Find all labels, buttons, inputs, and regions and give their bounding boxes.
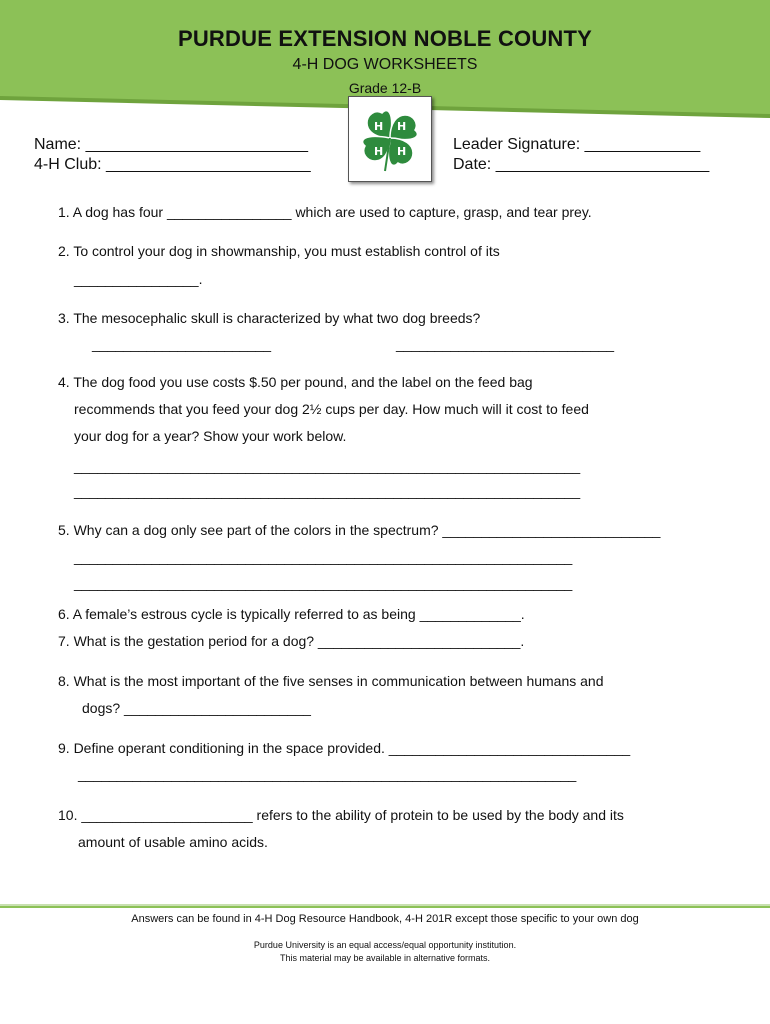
question-9-answer-line[interactable]: ________________________________________________________________ bbox=[78, 766, 577, 782]
question-10-line-2: amount of usable amino acids. bbox=[78, 834, 268, 850]
club-field[interactable]: 4-H Club: _______________________ bbox=[34, 156, 311, 173]
question-4-line-2: recommends that you feed your dog 2½ cups per day. How much will it cost to feed bbox=[74, 401, 589, 417]
question-2-answer-line[interactable]: ________________. bbox=[74, 271, 203, 287]
grade-label: Grade 12-B bbox=[348, 80, 422, 96]
svg-text:H: H bbox=[374, 120, 384, 133]
question-10: 10. ______________________ refers to the ability of protein to be used by the body and its bbox=[58, 807, 624, 823]
question-8-line-2: dogs? ________________________ bbox=[82, 700, 311, 716]
question-4-line-3: your dog for a year? Show your work below. bbox=[74, 428, 347, 444]
question-7: 7. What is the gestation period for a dog? __________________________. bbox=[58, 633, 525, 649]
question-4-answer-line-1[interactable]: _________________________________________________________________ bbox=[74, 458, 581, 474]
question-3: 3. The mesocephalic skull is characterized by what two dog breeds? bbox=[58, 310, 481, 326]
page-subtitle: 4-H DOG WORKSHEETS bbox=[292, 56, 478, 73]
svg-text:H: H bbox=[397, 120, 407, 133]
question-3-answer-line-a[interactable]: _______________________ bbox=[92, 336, 272, 352]
svg-text:H: H bbox=[374, 145, 384, 158]
four-h-logo bbox=[348, 96, 432, 182]
svg-text:H: H bbox=[397, 145, 407, 158]
question-3-answer-line-b[interactable]: ____________________________ bbox=[396, 336, 615, 352]
name-field[interactable]: Name: _________________________ bbox=[34, 136, 309, 153]
four-leaf-clover-4h-icon bbox=[355, 103, 425, 175]
question-5-answer-line-1[interactable]: ________________________________________________________________ bbox=[74, 549, 573, 565]
alternative-formats-note: This material may be available in alternative formats. bbox=[279, 953, 491, 963]
question-2: 2. To control your dog in showmanship, you must establish control of its bbox=[58, 243, 500, 259]
page-title: PURDUE EXTENSION NOBLE COUNTY bbox=[177, 26, 593, 51]
equal-opportunity-note: Purdue University is an equal access/equal opportunity institution. bbox=[253, 940, 517, 950]
question-6: 6. A female’s estrous cycle is typically referred to as being _____________. bbox=[58, 606, 525, 622]
question-9: 9. Define operant conditioning in the space provided. _______________________________ bbox=[58, 740, 631, 756]
question-1: 1. A dog has four ________________ which are used to capture, grasp, and tear prey. bbox=[58, 204, 592, 220]
footer-rule bbox=[0, 904, 770, 912]
question-5-answer-line-2[interactable]: ________________________________________________________________ bbox=[74, 575, 573, 591]
answers-note: Answers can be found in 4-H Dog Resource Handbook, 4-H 201R except those specific to your own dog bbox=[131, 913, 639, 925]
question-8: 8. What is the most important of the five senses in communication between humans and bbox=[58, 673, 604, 689]
date-field[interactable]: Date: ________________________ bbox=[453, 156, 710, 173]
leader-signature-field[interactable]: Leader Signature: _____________ bbox=[453, 136, 701, 153]
question-5: 5. Why can a dog only see part of the colors in the spectrum? ____________________________ bbox=[58, 522, 661, 538]
question-4-answer-line-2[interactable]: _________________________________________________________________ bbox=[74, 483, 581, 499]
question-4: 4. The dog food you use costs $.50 per pound, and the label on the feed bag bbox=[58, 374, 533, 390]
